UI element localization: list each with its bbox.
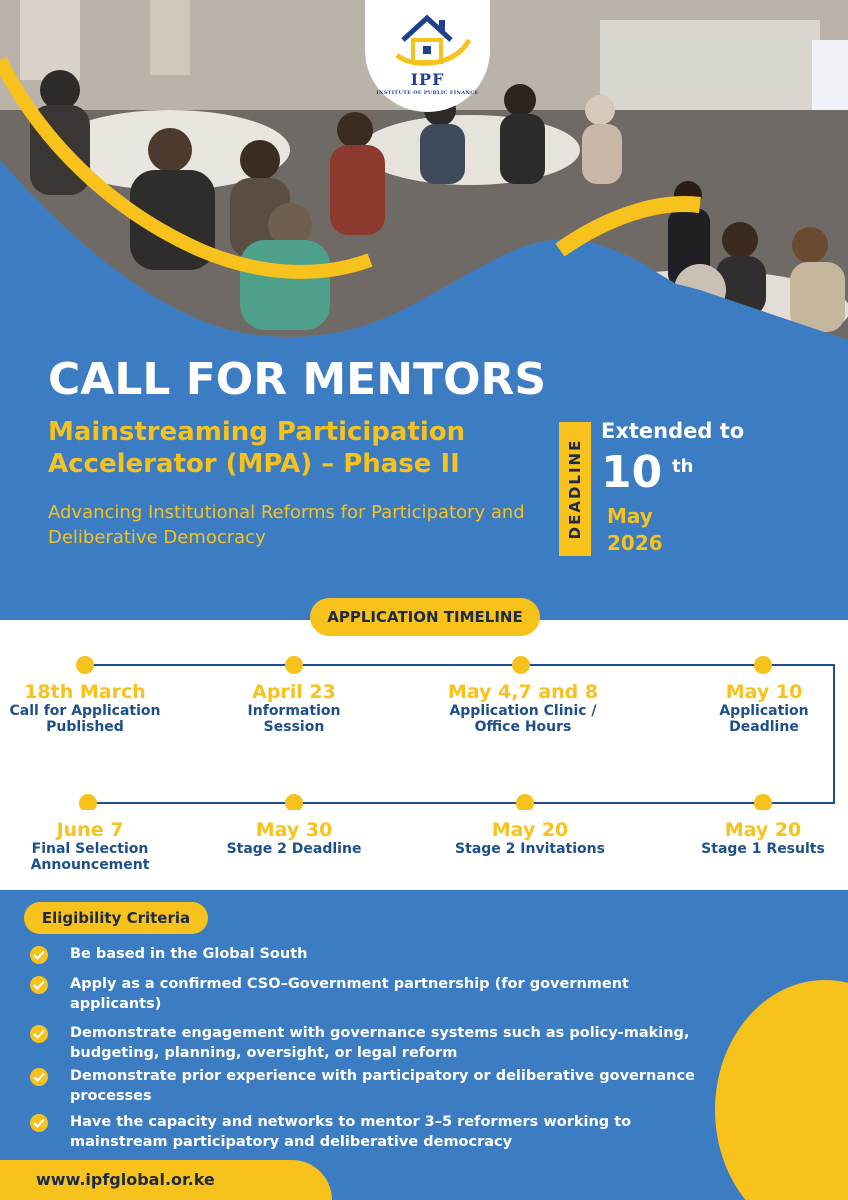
timeline-dot [512,656,530,674]
timeline-date: April 23 [252,681,336,703]
timeline-label: Deadline [729,719,799,735]
deadline-day-suffix: th [672,456,694,477]
timeline-label: Stage 2 Invitations [455,841,605,857]
program-subtitle: Mainstreaming Participation Accelerator (MPA) – Phase II [48,417,466,479]
timeline-date: May 4,7 and 8 [447,681,599,703]
decorative-circle [715,980,848,1200]
timeline-date: May 30 [255,819,333,841]
footer-url-bar [0,1160,332,1200]
timeline-dot [754,794,772,810]
logo-subtitle: INSTITUTE OF PUBLIC FINANCE [376,90,479,96]
eligibility-text: Have the capacity and networks to mentor 3–5 reformers working to mainstream participatory and deliberative democracy [70,1114,632,1150]
timeline-label: Published [46,719,124,735]
timeline-item [248,681,341,735]
program-tagline: Advancing Institutional Reforms for Participatory and Deliberative Democracy [48,502,525,548]
logo-badge [365,0,490,112]
timeline-label: Final Selection [31,841,149,857]
check-icon [30,1025,48,1043]
check-icon [30,976,48,994]
eligibility-text: Be based in the Global South [70,946,308,962]
check-icon [30,1114,48,1132]
timeline-dot [76,656,94,674]
eligibility-text: Apply as a confirmed CSO–Government partnership (for government applicants) [70,976,629,1012]
website-link[interactable]: www.ipfglobal.or.ke [36,1170,215,1189]
timeline-dot [754,656,772,674]
timeline-label: Application [719,703,809,719]
timeline-label: Announcement [30,857,150,873]
timeline-dot [285,794,303,810]
timeline-date: June 7 [56,819,124,841]
deadline-vertical-label: DEADLINE [566,438,584,540]
check-icon [30,946,48,964]
page-title: CALL FOR MENTORS [48,354,547,405]
logo-name: IPF [410,70,445,89]
extended-label: Extended to [601,419,745,443]
timeline-item [701,819,825,857]
deadline-month: May [607,504,653,528]
timeline-dot [79,794,97,810]
check-icon [30,1068,48,1086]
timeline-item [455,819,605,857]
timeline-label: Call for Application [9,703,161,719]
timeline-label: Session [263,719,325,735]
eligibility-text: Demonstrate engagement with governance systems such as policy-making, budgeting, planning, oversight, or legal reform [70,1025,690,1061]
timeline-label: Information [247,703,341,719]
timeline-heading: APPLICATION TIMELINE [310,598,540,636]
timeline-item [227,819,362,857]
timeline-date: May 20 [491,819,569,841]
timeline-item [448,681,598,735]
house-logo-icon [365,0,490,70]
timeline-label: Office Hours [474,719,572,735]
deadline-day: 10 [601,447,663,498]
timeline-date: May 10 [725,681,803,703]
timeline-dot [516,794,534,810]
deadline-year: 2026 [607,531,663,555]
timeline-item [10,681,161,735]
timeline-date: May 20 [724,819,802,841]
eligibility-heading: Eligibility Criteria [24,902,208,934]
timeline-dot [285,656,303,674]
eligibility-section [0,890,848,1200]
timeline-date: 18th March [24,681,146,703]
timeline-label: Application Clinic / [449,703,597,719]
timeline-item [719,681,808,735]
timeline-item [31,819,150,873]
eligibility-text: Demonstrate prior experience with participatory or deliberative governance processes [70,1068,695,1104]
timeline-label: Stage 1 Results [701,841,825,857]
timeline-label: Stage 2 Deadline [226,841,362,857]
